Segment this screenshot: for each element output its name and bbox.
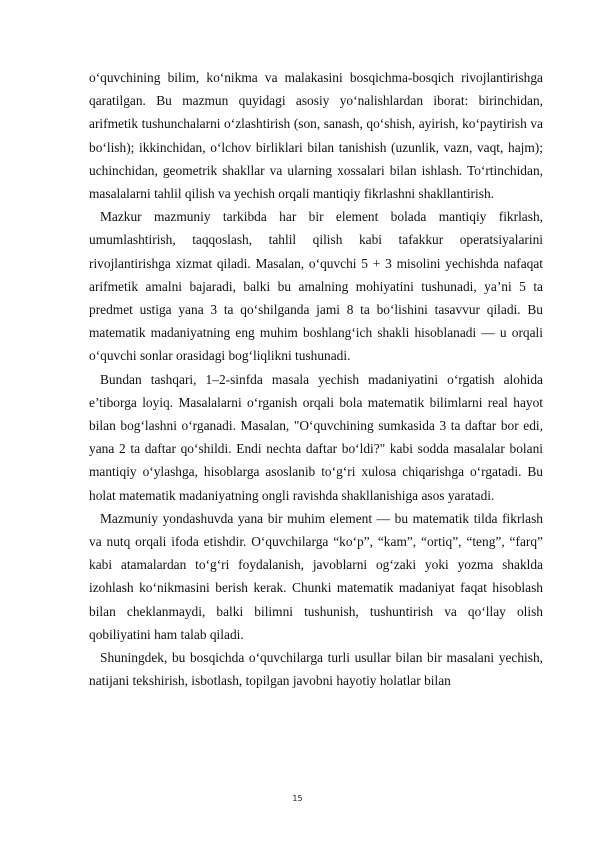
document-body [89, 66, 543, 692]
paragraph-3: Bundan tashqari, 1–2-sinfda masala yechish madaniyatini o‘rgatish alohida e’tiborga loyiq. Masalalarni o‘rganish orqali bola matematik bilimlarni real hayot bilan bog‘lashni o‘rganadi. Masalan, "O‘quvchining sumkasida 3 ta daftar bor edi, yana 2 ta daftar qo‘shildi. Endi nechta daftar bo‘ldi?" kabi sodda masalalar bolani mantiqiy o‘ylashga, hisoblarga asoslanib to‘g‘ri xulosa chiqarishga o‘rgatadi. Bu holat matematik madaniyatning ongli ravishda shakllanishiga asos yaratadi. [89, 371, 543, 503]
page-number: 15 [292, 794, 303, 803]
paragraph-5: Shuningdek, bu bosqichda o‘quvchilarga turli usullar bilan bir masalani yechish, natijani tekshirish, isbotlash, topilgan javobni hayotiy holatlar bilan [89, 650, 543, 689]
paragraph-1: o‘quvchining bilim, ko‘nikma va malakasini bosqichma-bosqich rivojlantirishga qaratilgan. Bu mazmun quyidagi asosiy yo‘nalishlardan iborat: birinchidan, arifmetik tushunchalarni o‘zlashtirish (son, sanash, qo‘shish, ayirish, ko‘paytirish va bo‘lish); ikkinchidan, o‘lchov birliklari bilan tanishish (uzunlik, vazn, vaqt, hajm); uchinchidan, geometrik shakllar va ularning xossalari bilan ishlash. To‘rtinchidan, masalalarni tahlil qilish va yechish orqali mantiqiy fikrlashni shakllantirish. [89, 70, 543, 202]
paragraph-2: Mazkur mazmuniy tarkibda har bir element bolada mantiqiy fikrlash, umumlashtirish, taqqoslash, tahlil qilish kabi tafakkur operatsiyalarini rivojlantirishga xizmat qiladi. Masalan, o‘quvchi 5 + 3 misolini yechishda nafaqat arifmetik amalni bajaradi, balki bu amalning mohiyatini tushunadi, ya’ni 5 ta predmet ustiga yana 3 ta qo‘shilganda jami 8 ta bo‘lishini tasavvur qiladi. Bu matematik madaniyatning eng muhim boshlang‘ich shakli hisoblanadi — u orqali o‘quvchi sonlar orasidagi bog‘liqlikni tushunadi. [89, 209, 543, 364]
paragraph-4: Mazmuniy yondashuvda yana bir muhim element — bu matematik tilda fikrlash va nutq orqali ifoda etishdir. O‘quvchilarga “ko‘p”, “kam”, “ortiq”, “teng”, “farq” kabi atamalardan to‘g‘ri foydalanish, javoblarni og‘zaki yoki yozma shaklda izohlash ko‘nikmasini berish kerak. Chunki matematik madaniyat faqat hisoblash bilan cheklanmaydi, balki bilimni tushunish, tushuntirish va qo‘llay olish qobiliyatini ham talab qiladi. [89, 510, 543, 642]
